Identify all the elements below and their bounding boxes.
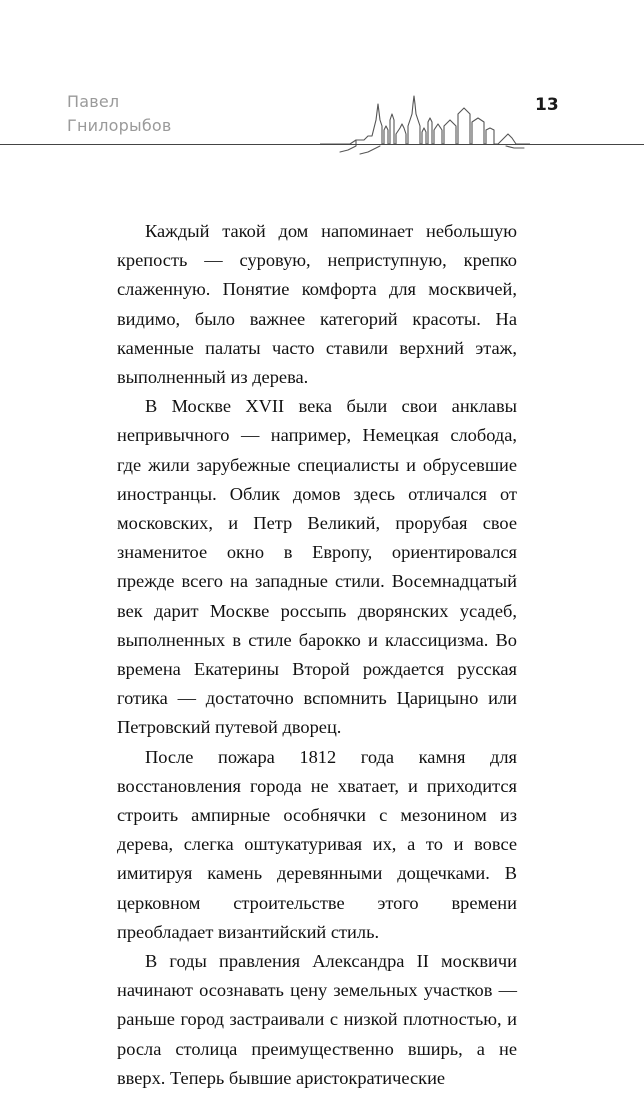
author-last-name: Гнилорыбов: [67, 116, 172, 135]
body-text: [117, 217, 517, 1093]
page-number: 13: [535, 95, 559, 115]
paragraph: В Москве XVII века были свои анклавы непривычного — например, Немецкая слобода, где жили зарубежные специалисты и обрусевшие иностранцы. Облик домов здесь отличался от московских, и Петр Великий, прорубая свое знаменитое окно в Европу, ориентировался прежде всего на западные стили. Восемнадцатый век дарит Москве россыпь дворянских усадеб, выполненных в стиле барокко и классицизма. Во времена Екатерины Второй рождается русская готика — достаточно вспомнить Царицыно или Петровский путевой дворец.: [117, 396, 517, 738]
paragraph: После пожара 1812 года камня для восстановления города не хватает, и приходится строить ампирные особнячки с мезонином из дерева, слегка оштукатуривая их, а то и вовсе имитируя камень деревянными дощечками. В церковном строительстве этого времени преобладает византийский стиль.: [117, 746, 517, 942]
header-divider: [0, 144, 644, 145]
author-first-name: Павел: [67, 92, 120, 111]
city-skyline-icon: [320, 90, 530, 160]
paragraph: В годы правления Александра II москвичи начинают осознавать цену земельных участков — раньше город застраивали с низкой плотностью, и росла столица преимущественно вширь, а не вверх. Теперь бывшие аристократические: [117, 951, 517, 1088]
running-header-author: [67, 90, 172, 138]
paragraph: Каждый такой дом напоминает небольшую крепость — суровую, неприступную, крепко слаженную. Понятие комфорта для москвичей, видимо, было важнее категорий красоты. На каменные палаты часто ставили верхний этаж, выполненный из дерева.: [117, 221, 517, 388]
